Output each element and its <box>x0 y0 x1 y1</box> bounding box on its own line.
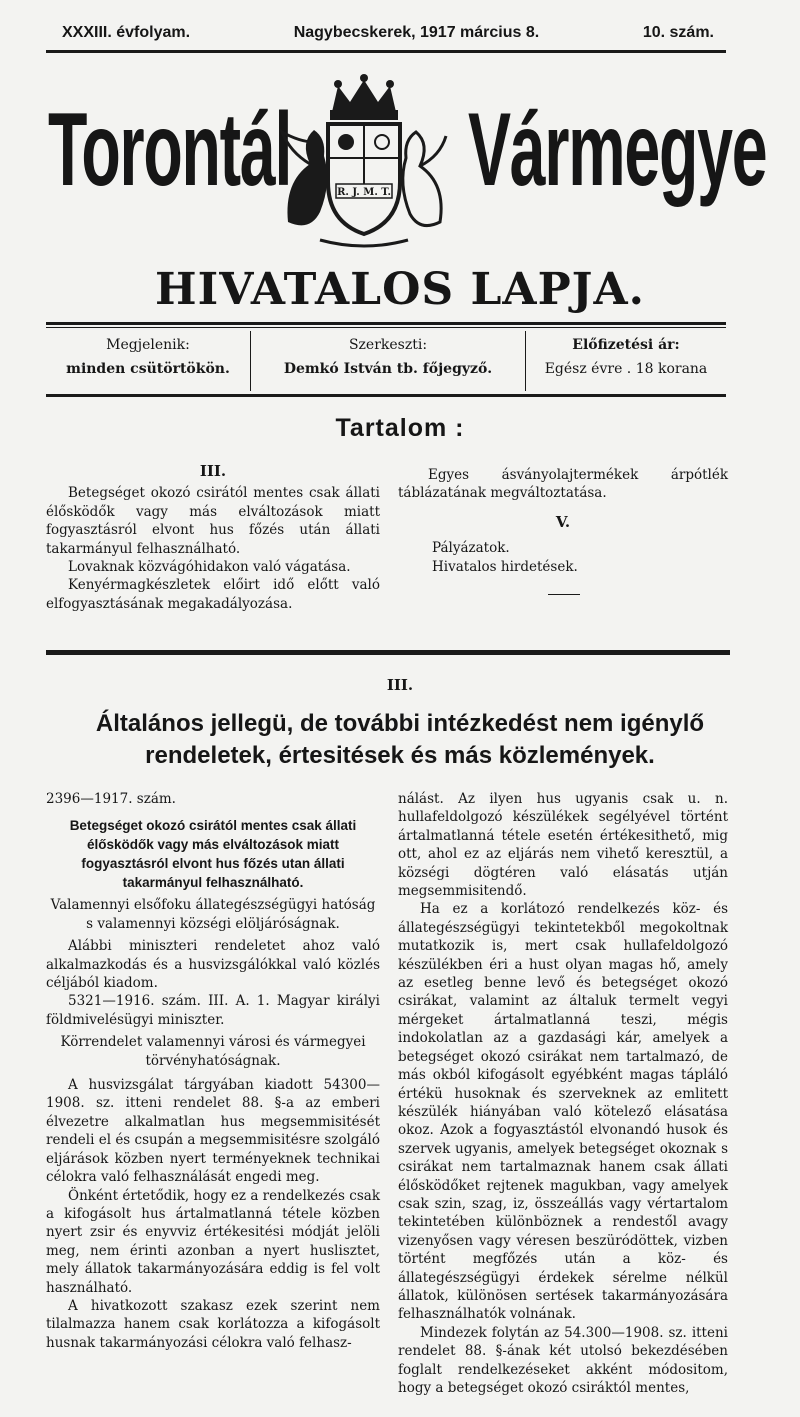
article-paragraph: Ha ez a korlátozó rendelkezés köz- és állategészségügyi tekintetekből megokoltnak mutatkozik is, mert csak hullafeldolgozó készülékben éri a hust olyan magas hő, amely az esetleg benne levő és betegséget okozó csirákat, valamint az általuk termelt vegyi mérgeket ártalmatlanná teszi, mégis indokolatlan az a gazdasági kár, amelyek a betegséget okozó csirákat nem tartalmazó, de más okból kifogásolt egyébként magas tápláló értékü husoknak és szerveknek az emlitett készülék hiányában való kötelező elásatása okoz. Azok a fogyasztástól elvonandó husok és szervek ugyanis, amelyek betegséget okoznak s csirákat nem tartalmaznak hanem csak állati élősködőket rejtenek magukban, vagy amelyek csak szin, szag, iz, összeállás vagy vértartalom tekintetében különböznek a rendestől avagy vizenyősen vagy véresen beszüródöttek, vizben történt megfőzés után a köz- és állategészségügyi érdekek sérelme nélkül állatok, különösen sertések takarmányozására felhasználhatók volnának. <box>398 901 728 1323</box>
issue-header-line <box>62 22 714 44</box>
publish-label: Megjelenik: <box>106 337 190 353</box>
price-value: Egész évre . 18 korana <box>544 361 708 377</box>
contents-section-5: V. <box>555 512 571 531</box>
article-section-numeral: III. <box>386 676 414 694</box>
contents-right-column <box>398 466 728 595</box>
publish-cell <box>46 327 250 393</box>
contents-item: Egyes ásványolajtermékek árpótlék táblázatának megváltoztatása. <box>398 467 728 502</box>
coat-of-arms-icon <box>280 72 448 250</box>
contents-section-3: III. <box>199 462 227 480</box>
top-rule <box>46 50 726 53</box>
masthead-title-right: Vármegye <box>468 92 767 208</box>
article-number: 2396—1917. szám. <box>46 791 176 807</box>
price-cell <box>526 327 726 393</box>
contents-end-rule <box>548 594 580 595</box>
contents-left-column <box>46 462 380 613</box>
contents-item: Kenyérmagkészletek előirt idő előtt való elfogyasztásának megakadályozása. <box>46 577 380 612</box>
article-addressee: Valamennyi elsőfoku állategészségügyi hatóság s valamennyi községi elöljáróságnak. <box>50 897 376 932</box>
info-top-rule <box>46 322 726 325</box>
issue-number-label: 10. szám. <box>642 24 714 41</box>
article-right-column <box>398 790 728 1397</box>
contents-item: Lovaknak közvágóhidakon való vágatása. <box>68 559 351 576</box>
article-paragraph: A hivatkozott szakasz ezek szerint nem tilalmazza hanem csak korlátozza a kifogásolt husnak takarmányozási célokra való felhasz- <box>46 1297 380 1351</box>
article-paragraph: Alábbi miniszteri rendeletet ahoz való alkalmazkodás és a husvizsgálókkal való közlés céljából kiadom. <box>46 938 380 992</box>
crest-label: R. J. M. T. <box>337 187 391 198</box>
article-headline: Általános jellegü, de további intézkedést nem igénylő rendeletek, értesitések és más közlemények. <box>95 710 705 769</box>
article-title: Betegséget okozó csirától mentes csak állati élősködők vagy más elváltozások miatt fogyasztásról elvont hus főzés utan állati takarmányul felhasználható. <box>69 818 357 891</box>
article-paragraph: Mindezek folytán az 54.300—1908. sz. itteni rendelet 88. §-ának két utolsó bekezdésében foglalt rendelkezéseket akként módositom, hogy a betegséget okozó csiráktól mentes, <box>398 1324 728 1396</box>
article-paragraph: Körrendelet valamennyi városi és vármegyei törvényhatóságnak. <box>60 1034 366 1069</box>
contents-item: Betegséget okozó csirától mentes csak állati élősködők vagy más elváltozások miatt fogyasztásról elvont hus főzés után állati takarmányul felhasználható. <box>46 485 380 557</box>
editor-value: Demkó István tb. főjegyző. <box>283 361 493 377</box>
article-paragraph: A husvizsgálat tárgyában kiadott 54300—1908. sz. itteni rendelet 88. §-a az emberi élvezetre alkalmatlan hus megsemmisitését rendeli el és csupán a megsemmisitésre szolgáló eljárások közben nyert terményeknek technikai célokra való felhasználását engedi meg. <box>46 1077 380 1186</box>
info-box <box>46 327 726 393</box>
article-paragraph: nálást. Az ilyen hus ugyanis csak u. n. hullafeldolgozó készülékek segélyével történt ártalmatlanná tétele esetén értékesithető, mig ott, ahol ez az eljárás nem vihető keresztül, a községi dögtéren való elásatás utján megsemmisitendő. <box>398 791 728 900</box>
article-paragraph: Önként értetődik, hogy ez a rendelkezés csak a kifogásolt hus ártalmatlanná tétele közben nyert zsir és enyvviz értékesitési módját jelöli meg, nem érinti azonban a nyert huslisztet, mely állatok takarmányozására eddig is fel volt használható. <box>46 1187 380 1296</box>
info-bottom-rule <box>46 394 726 397</box>
publish-value: minden csütörtökön. <box>66 361 230 377</box>
article-paragraph: 5321—1916. szám. III. A. 1. Magyar királyi földmivelésügyi miniszter. <box>46 993 380 1028</box>
masthead-title-left: Torontál <box>48 92 292 208</box>
article-left-column <box>46 790 380 1352</box>
price-label: Előfizetési ár: <box>572 337 680 353</box>
place-date-label: Nagybecskerek, 1917 március 8. <box>293 24 540 41</box>
contents-item: Hivatalos hirdetések. <box>432 558 578 575</box>
volume-label: XXXIII. évfolyam. <box>62 24 191 41</box>
contents-bottom-rule <box>46 650 730 655</box>
contents-title: Tartalom : <box>335 414 465 442</box>
editor-label: Szerkeszti: <box>348 337 428 353</box>
masthead-subtitle: HIVATALOS LAPJA. <box>155 264 645 315</box>
contents-item: Pályázatok. <box>432 540 510 557</box>
editor-cell <box>251 327 525 393</box>
